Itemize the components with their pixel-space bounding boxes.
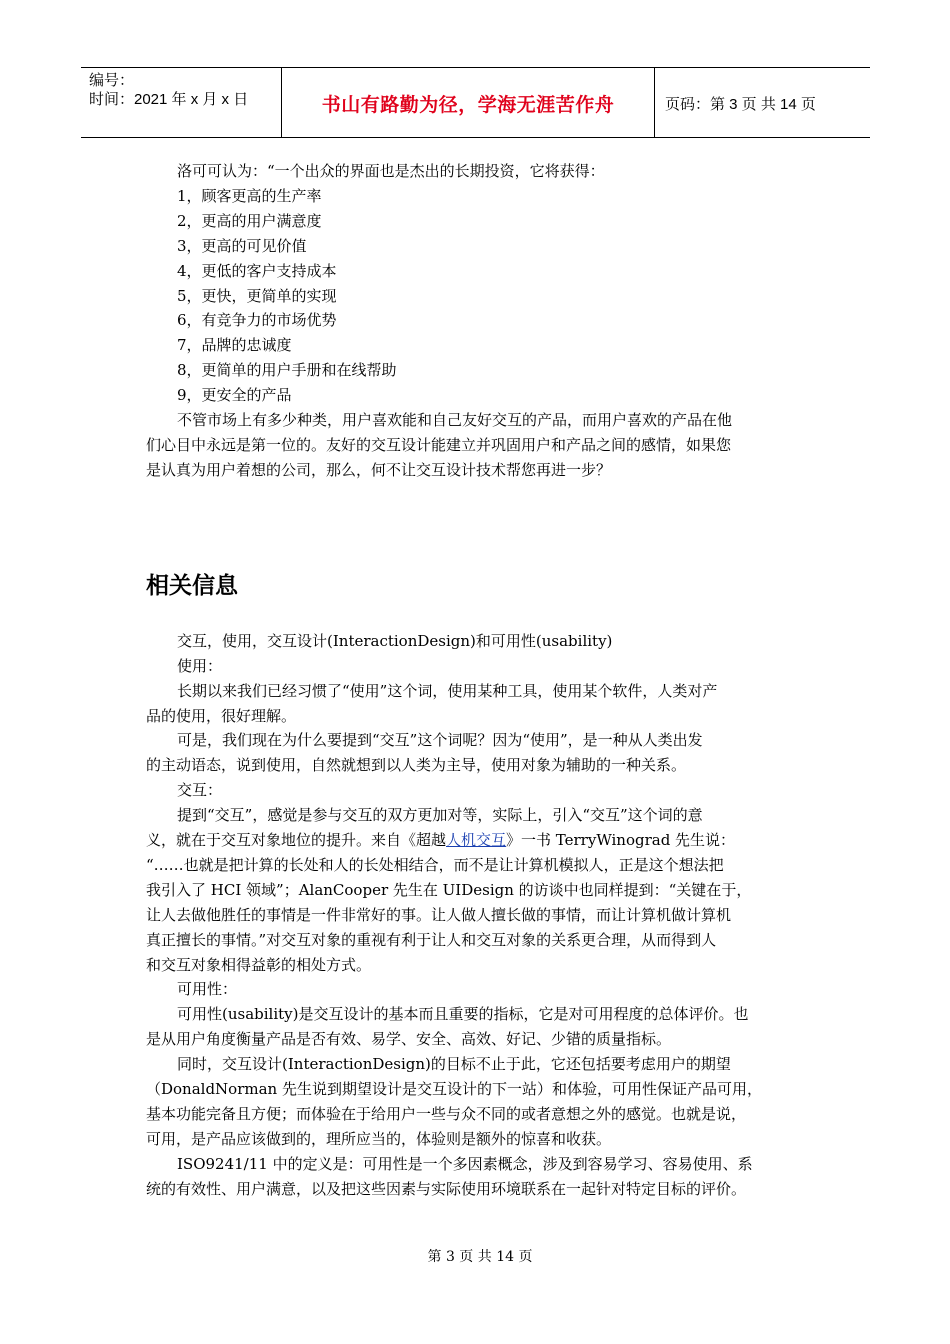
paragraph-line: 可用性(usability)是交互设计的基本而且重要的指标，它是对可用程度的总体评价。也 — [177, 1005, 749, 1024]
paragraph-line: 的主动语态，说到使用，自然就想到以人类为主导，使用对象为辅助的一种关系。 — [146, 756, 687, 775]
benefits-list — [146, 184, 806, 408]
list-item: 4，更低的客户支持成本 — [177, 261, 337, 280]
benefits-closing-paragraph — [146, 408, 806, 483]
section-heading: 相关信息 — [146, 572, 238, 599]
paragraph-line: ISO9241/11 中的定义是：可用性是一个多因素概念，涉及到容易学习、容易使用、系 — [177, 1154, 753, 1173]
section-subtitle: 交互，使用，交互设计(InteractionDesign)和可用性(usability) — [177, 631, 613, 650]
usability-label: 可用性： — [177, 980, 238, 999]
list-item: 9，更安全的产品 — [177, 386, 292, 405]
paragraph-line: 基本功能完备且方便；而体验在于给用户一些与众不同的或者意想之外的感觉。也就是说， — [146, 1105, 747, 1123]
list-item: 2，更高的用户满意度 — [177, 211, 322, 230]
header-meta-cell — [81, 68, 282, 137]
paragraph-line-with-link — [146, 828, 806, 853]
paragraph-line: 我引入了 HCI 领域”；AlanCooper 先生在 UIDesign 的访谈中也同样提到：“关键在于， — [146, 880, 752, 899]
header-motto: 书山有路勤为径，学海无涯苦作舟 — [321, 94, 615, 116]
text-run: 义，就在于交互对象地位的提升。来自《超越 — [146, 831, 447, 850]
paragraph-line: 们心目中永远是第一位的。友好的交互设计能建立并巩固用户和产品之间的感情，如果您 — [146, 435, 732, 454]
page-header — [81, 67, 870, 138]
list-item: 6，有竞争力的市场优势 — [177, 311, 337, 330]
paragraph-line: 可是，我们现在为什么要提到“交互”这个词呢？因为“使用”，是一种从人类出发 — [177, 731, 703, 750]
header-page-info: 页码：第 3 页 共 14 页 — [665, 96, 816, 113]
paragraph-line: （DonaldNorman 先生说到期望设计是交互设计的下一站）和体验，可用性保证产品可用， — [146, 1080, 762, 1099]
paragraph-line: 可用，是产品应该做到的，理所应当的，体验则是额外的惊喜和收获。 — [146, 1129, 612, 1148]
paragraph-line: 统的有效性、用户满意，以及把这些因素与实际使用环境联系在一起针对特定目标的评价。 — [146, 1179, 747, 1198]
list-item: 8，更简单的用户手册和在线帮助 — [177, 361, 397, 380]
paragraph-line: 品的使用，很好理解。 — [146, 706, 297, 725]
document-number-label: 编号： — [89, 72, 135, 89]
document-date-label: 时间：2021 年 x 月 x 日 — [89, 91, 249, 108]
paragraph-line: 真正擅长的事情。”对交互对象的重视有利于让人和交互对象的关系更合理，从而得到人 — [146, 930, 717, 949]
paragraph-line: “……也就是把计算的长处和人的长处相结合，而不是让计算机模拟人，正是这个想法把 — [146, 855, 724, 874]
paragraph-line: 同时，交互设计(InteractionDesign)的目标不止于此，它还包括要考虑用户的期望 — [177, 1055, 731, 1074]
page-footer: 第 3 页 共 14 页 — [427, 1249, 533, 1265]
paragraph-line: 不管市场上有多少种类，用户喜欢能和自己友好交互的产品，而用户喜欢的产品在他 — [177, 411, 733, 430]
use-label: 使用： — [177, 656, 223, 675]
document-body — [146, 159, 806, 1202]
interact-label: 交互： — [177, 781, 223, 800]
list-item: 7，品牌的忠诚度 — [177, 336, 292, 355]
paragraph-line: 让人去做他胜任的事情是一件非常好的事。让人做人擅长做的事情，而让计算机做计算机 — [146, 905, 732, 924]
paragraph-line: 和交互对象相得益彰的相处方式。 — [146, 955, 372, 974]
header-page-cell — [655, 68, 870, 137]
paragraph-line: 是认真为用户着想的公司，那么，何不让交互设计技术帮您再进一步？ — [146, 460, 612, 479]
paragraph-line: 是从用户角度衡量产品是否有效、易学、安全、高效、好记、少错的质量指标。 — [146, 1030, 672, 1049]
list-item: 3，更高的可见价值 — [177, 236, 307, 255]
hci-book-link[interactable]: 人机交互 — [446, 831, 507, 850]
paragraph-line: 提到“交互”，感觉是参与交互的双方更加对等，实际上，引入“交互”这个词的意 — [177, 806, 703, 825]
paragraph-line: 长期以来我们已经习惯了“使用”这个词，使用某种工具，使用某个软件，人类对产 — [177, 681, 718, 700]
list-item: 1，顾客更高的生产率 — [177, 186, 322, 205]
list-item: 5，更快，更简单的实现 — [177, 286, 337, 305]
text-run: 》一书 TerryWinograd 先生说： — [506, 831, 736, 850]
benefits-intro: 洛可可认为：“一个出众的界面也是杰出的长期投资，它将获得： — [177, 162, 605, 180]
header-motto-cell — [282, 68, 655, 137]
